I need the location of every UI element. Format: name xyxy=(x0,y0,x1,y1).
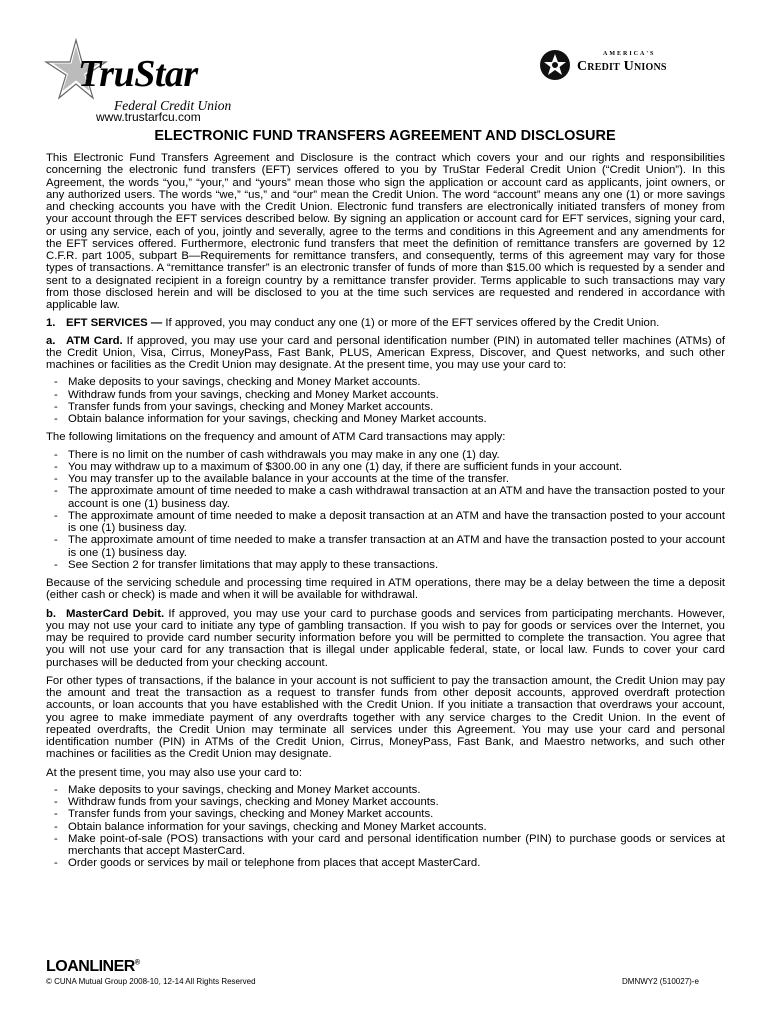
brand-subtitle: Federal Credit Union xyxy=(114,98,232,113)
list-item: - Transfer funds from your savings, checking and Money Market accounts. xyxy=(54,808,434,821)
list-item: - See Section 2 for transfer limitations that may apply to these transactions. xyxy=(54,558,439,571)
list-item: - Withdraw funds from your savings, checking and Money Market accounts. xyxy=(54,388,439,401)
atm-uses-list xyxy=(46,376,725,425)
website-url: www.trustarfcu.com xyxy=(96,110,201,124)
form-code: DMNWY2 (510027)-e xyxy=(622,977,699,986)
list-item: - The approximate amount of time needed to make a deposit transaction at an ATM and have the transaction posted to your account is one (1) business day. xyxy=(54,509,725,534)
debit-uses-intro: At the present time, you may also use your card to: xyxy=(46,766,302,779)
partner-name: Credit Unions xyxy=(577,59,667,74)
section-1-heading: 1. EFT SERVICES — If approved, you may conduct any one (1) or more of the EFT services offered by the Credit Union. xyxy=(46,317,660,330)
atm-card-paragraph: a. ATM Card. If approved, you may use your card and personal identification number (PIN) in automated teller machines (ATMs) of the Credit Union, Visa, Cirrus, MoneyPass, Fast Bank, PLUS, American Express, Discover, and Quest networks, and such other machines or facilities as the Credit Union may designate. At the present time, you may use your card to: xyxy=(46,334,725,371)
list-item: - Order goods or services by mail or telephone from places that accept MasterCard. xyxy=(54,857,481,870)
loanliner-logo: LOANLINER® xyxy=(46,958,140,975)
americas-credit-unions-logo xyxy=(537,47,687,89)
document-title: ELECTRONIC FUND TRANSFERS AGREEMENT AND DISCLOSURE xyxy=(154,128,616,144)
list-item: - The approximate amount of time needed to make a cash withdrawal transaction at an ATM and have the transaction posted to your account is one (1) business day. xyxy=(54,485,725,510)
overdraft-paragraph: For other types of transactions, if the balance in your account is not sufficient to pay the transaction amount, the Credit Union may pay the amount and treat the transaction as a request to transfer funds from other deposit accounts, approved overdraft protection accounts, or loan accounts that you have established with the Credit Union. If you initiate a transaction that overdraws your account, you agree to make immediate payment of any overdrafts together with any service charges to the Credit Union. In the event of repeated overdrafts, the Credit Union may terminate all services under this Agreement. You may use your card and personal identification number (PIN) in ATMs of the Credit Union, Cirrus, MoneyPass, Fast Bank, and Maestro networks, and such other machines or facilities as the Credit Union may designate. xyxy=(46,674,725,761)
list-item: - Make deposits to your savings, checking and Money Market accounts. xyxy=(54,783,421,796)
atm-limits-intro: The following limitations on the frequency and amount of ATM Card transactions may apply: xyxy=(46,431,506,444)
brand-name: TruStar xyxy=(78,53,198,95)
list-item: - There is no limit on the number of cash withdrawals you may make in any one (1) day. xyxy=(54,448,500,461)
document-body xyxy=(46,152,725,876)
credit-union-emblem-icon xyxy=(537,47,573,83)
list-item: - The approximate amount of time needed to make a transfer transaction at an ATM and have the transaction posted to your account is one (1) business day. xyxy=(54,534,725,559)
list-item: - Make deposits to your savings, checking and Money Market accounts. xyxy=(54,376,421,389)
list-item: - Obtain balance information for your savings, checking and Money Market accounts. xyxy=(54,413,487,425)
list-item: - Obtain balance information for your savings, checking and Money Market accounts. xyxy=(54,820,487,833)
atm-processing-note: Because of the servicing schedule and processing time required in ATM operations, there may be a delay between the time a deposit (either cash or check) is made and when it will be available for withdrawal. xyxy=(46,577,725,602)
partner-tagline: AMERICA'S xyxy=(603,51,656,57)
list-item: - Withdraw funds from your savings, checking and Money Market accounts. xyxy=(54,796,439,808)
list-item: - You may withdraw up to a maximum of $300.00 in any one (1) day, if there are sufficient funds in your account. xyxy=(54,460,623,473)
list-item: - Transfer funds from your savings, checking and Money Market accounts. xyxy=(54,400,434,413)
atm-limits-list xyxy=(46,449,725,572)
copyright-notice: © CUNA Mutual Group 2008-10, 12-14 All Rights Reserved xyxy=(46,977,256,986)
list-item: - You may transfer up to the available balance in your accounts at the time of the transfer. xyxy=(54,473,509,485)
intro-paragraph: This Electronic Fund Transfers Agreement and Disclosure is the contract which covers your and our rights and responsibilities concerning the electronic fund transfers (EFT) services offered to you by TruStar Federal Credit Union (“Credit Union”). In this Agreement, the words “you,” “your,” and “yours” mean those who sign the application or account card as applicants, joint owners, or any authorized users. The words “we,” “us,” and “our” mean the Credit Union. The word “account” means any one (1) or more savings and checking accounts you have with the Credit Union. Electronic fund transfers are electronically initiated transfers of money from your account through the EFT services described below. By signing an application or account card for EFT services, signing your card, or using any service, each of you, jointly and severally, agree to the terms and conditions in this Agreement and any amendments for the EFT services offered. Furthermore, electronic fund transfers that meet the definition of remittance transfers are governed by 12 C.F.R. part 1005, subpart B—Requirements for remittance transfers, and consequently, terms of this agreement may vary for those types of transactions. A “remittance transfer” is an electronic transfer of funds of more than $15.00 which is requested by a sender and sent to a designated recipient in a foreign country by a remittance transfer provider. Terms applicable to such transactions may vary from those disclosed herein and will be disclosed to you at the time such services are requested and rendered in accordance with applicable law. xyxy=(46,152,725,311)
debit-uses-list xyxy=(46,784,725,870)
trustar-logo xyxy=(44,38,232,113)
list-item: - Make point-of-sale (POS) transactions with your card and personal identification number (PIN) to purchase goods or services at merchants that accept MasterCard. xyxy=(54,832,725,857)
mastercard-debit-paragraph: b. MasterCard Debit. If approved, you may use your card to purchase goods and services from participating merchants. However, you may not use your card to initiate any type of gambling transaction. If you wish to pay for goods or services over the Internet, you may be required to provide card number security information before you will be permitted to complete the transaction. You agree that you will not use your card for any transaction that is illegal under applicable federal, state, or local law. Funds to cover your card purchases will be deducted from your checking account. xyxy=(46,607,725,669)
